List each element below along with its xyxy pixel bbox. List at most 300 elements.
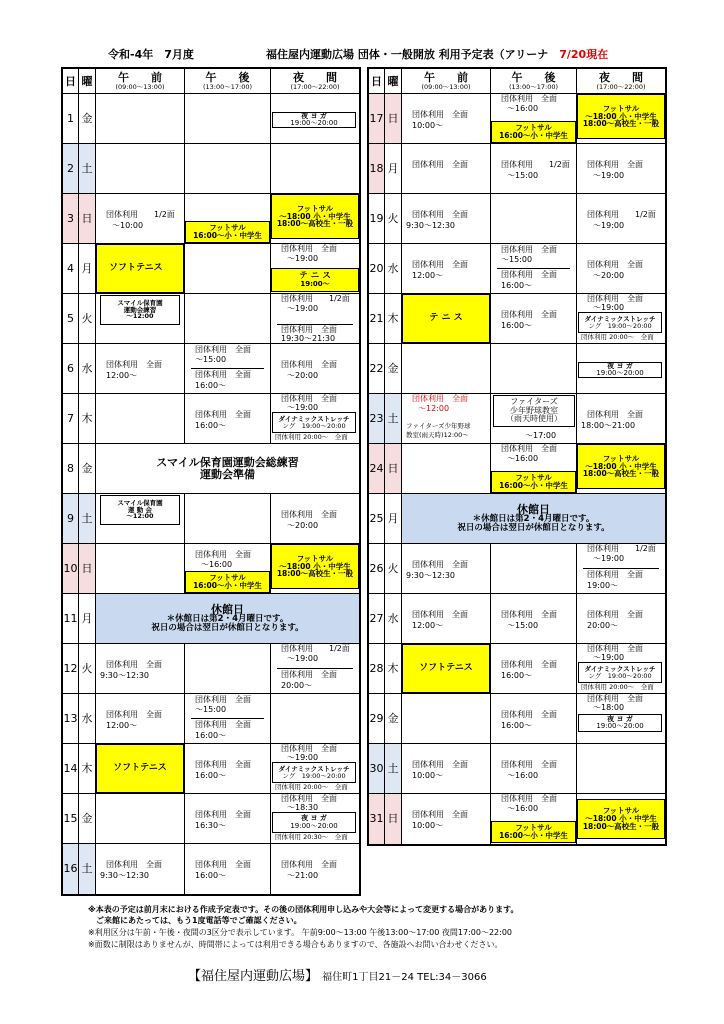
group-use: 団体利用 全面: [106, 360, 162, 369]
day-of-week: 火: [385, 544, 402, 594]
day-of-week: 金: [79, 794, 96, 844]
day-of-week: 日: [79, 194, 96, 244]
group-use: 団体利用 全面: [501, 245, 557, 254]
group-use: 団体利用 全面: [501, 660, 557, 669]
slot-morning: [96, 344, 185, 394]
group-use: 団体利用 全面: [501, 710, 557, 719]
day-number: 26: [369, 544, 385, 594]
group-use: 団体利用 全面: [587, 570, 643, 579]
softtennis-box: ソフトテニス: [96, 744, 184, 793]
time: ～16:00: [507, 771, 539, 780]
divider: [191, 718, 264, 719]
group-use: 団体利用 全面: [501, 760, 557, 769]
facility-name: 【福住屋内運動広場】: [188, 969, 319, 984]
slot-night: [271, 544, 359, 594]
header-title: 福住屋内運動広場 団体・一般開放 利用予定表（アリーナ 7/20現在: [266, 48, 609, 61]
slot-night: [577, 344, 665, 394]
time: 16:00～: [501, 321, 533, 330]
day-of-week: 火: [385, 194, 402, 244]
slot-afternoon: [185, 394, 271, 444]
time: 16:00～: [195, 381, 227, 390]
fighters-note: 教室(雨天時)12:00～: [406, 431, 469, 439]
closed-day: 休館日 ＊休館日は第2・4月曜日です。 祝日の場合は翌日が休館日となります。: [402, 494, 665, 544]
time: 16:00～: [195, 421, 227, 430]
stretching-box: ダイナミックストレッチ ング 19:00～20:00: [578, 662, 662, 683]
slot-afternoon: [185, 244, 271, 294]
slot-morning: [96, 94, 185, 144]
day-of-week: 金: [385, 694, 402, 744]
slot-night: [577, 294, 665, 344]
group-use: 団体利用 全面: [587, 294, 643, 303]
day-of-week: 木: [79, 744, 96, 794]
group-use: 団体利用 20:00～ 全面: [581, 683, 654, 691]
time: ～19:00: [593, 554, 625, 563]
day-number: 10: [63, 544, 79, 594]
slot-night: [271, 644, 359, 694]
group-use: 団体利用 全面: [281, 394, 337, 403]
time: ～12:00: [418, 404, 450, 413]
time: ～19:00: [287, 304, 319, 313]
slot-afternoon: [491, 694, 577, 744]
day-number: 24: [369, 444, 385, 494]
time: ～19:00: [287, 254, 319, 263]
time: 16:00～: [195, 771, 227, 780]
time: 10:00～: [412, 771, 444, 780]
slot-night: [577, 194, 665, 244]
day-number: 25: [369, 494, 385, 544]
futsal-box: フットサル ～18:00 小・中学生 18:00～高校生・一般: [577, 799, 665, 839]
day-number: 3: [63, 194, 79, 244]
time: ～16:00: [507, 804, 539, 813]
slot-afternoon: [491, 244, 577, 294]
time: 20:00～: [281, 681, 313, 690]
day-of-week: 土: [385, 394, 402, 444]
time: ～20:00: [287, 521, 319, 530]
slot-morning: [402, 294, 491, 344]
slot-morning: [96, 844, 185, 894]
futsal-box: フットサル 16:00～小・中学生: [185, 221, 270, 243]
slot-morning: [402, 544, 491, 594]
group-use: 団体利用 1/2面: [587, 544, 656, 553]
slot-morning: [96, 544, 185, 594]
slot-morning: [96, 194, 185, 244]
slot-night: [577, 244, 665, 294]
group-use: 団体利用 1/2面: [281, 294, 350, 303]
day-number: 9: [63, 494, 79, 544]
slot-afternoon: [491, 794, 577, 844]
day-of-week: 月: [79, 594, 96, 644]
day-of-week: 水: [79, 344, 96, 394]
time: 19:00～: [587, 581, 619, 590]
slot-night: [271, 244, 359, 294]
slot-night: [271, 94, 359, 144]
time: 9:30～12:30: [100, 871, 150, 880]
day-of-week: 土: [385, 744, 402, 794]
group-use: 団体利用 全面: [106, 660, 162, 669]
slot-morning: [402, 794, 491, 844]
col-night: 夜 間 (17:00～22:00): [577, 69, 665, 94]
slot-night: [577, 94, 665, 144]
slot-morning: [96, 694, 185, 744]
group-use: 団体利用 全面: [501, 444, 557, 453]
day-number: 8: [63, 444, 79, 494]
group-use: 団体利用 全面: [281, 510, 337, 519]
time: 12:00～: [412, 621, 444, 630]
slot-afternoon: [185, 544, 271, 594]
yoga-box: 夜 ヨ ガ 19:00～20:00: [272, 112, 356, 128]
smile-box: スマイル保育園 運動会練習 ～12:00: [100, 295, 180, 325]
futsal-box: フットサル ～18:00 小・中学生 18:00～高校生・一般: [271, 544, 359, 589]
divider: [583, 568, 659, 569]
note-3: ※利用区分は午前・午後・夜間の3区分で表示しています。 午前9:00～13:00 午後13:00～17:00 夜間17:00～22:00: [88, 928, 513, 937]
group-use: 団体利用 全面: [501, 794, 557, 803]
slot-afternoon: [491, 144, 577, 194]
group-use: 団体利用 全面: [195, 410, 251, 419]
fighters-note: ファイターズ少年野球: [406, 422, 471, 430]
time: 12:00～: [106, 721, 138, 730]
tennis-box: テ ニ ス: [402, 294, 490, 343]
stretching-box: ダイナミックストレッチ ング 19:00～20:00: [578, 312, 662, 333]
slot-night: [271, 844, 359, 894]
slot-night: [577, 744, 665, 794]
group-use: 団体利用 20:00～ 全面: [581, 333, 654, 341]
day-of-week: 日: [385, 444, 402, 494]
group-use: 団体利用 全面: [412, 610, 468, 619]
day-of-week: 火: [79, 294, 96, 344]
time: ～15:00: [501, 255, 533, 264]
slot-afternoon: [185, 794, 271, 844]
slot-afternoon: [491, 94, 577, 144]
col-night: 夜 間 (17:00～22:00): [271, 69, 359, 94]
time: 16:00～: [501, 721, 533, 730]
time: 19:30～21:30: [281, 334, 336, 343]
footer: [188, 965, 487, 984]
group-use: 団体利用 全面: [501, 610, 557, 619]
divider: [191, 368, 264, 369]
time: ～15:00: [195, 355, 227, 364]
group-use: 団体利用 全面: [281, 794, 337, 803]
day-number: 30: [369, 744, 385, 794]
day-number: 27: [369, 594, 385, 644]
day-of-week: 月: [385, 144, 402, 194]
time: ～19:00: [287, 753, 319, 762]
time: ～19:00: [287, 403, 319, 412]
col-morning: 午 前 (09:00～13:00): [96, 69, 185, 94]
slot-morning: [402, 244, 491, 294]
time: 16:00～: [195, 871, 227, 880]
day-of-week: 木: [79, 394, 96, 444]
slot-night: [577, 644, 665, 694]
yoga-box: 夜 ヨ ガ 19:00～20:00: [272, 812, 356, 833]
day-number: 1: [63, 94, 79, 144]
slot-afternoon: [491, 344, 577, 394]
divider: [497, 268, 570, 269]
schedule-right: [367, 67, 667, 846]
futsal-box: フットサル 16:00～小・中学生: [491, 121, 576, 143]
stretching-box: ダイナミックストレッチ ング 19:00～20:00: [272, 762, 356, 783]
time: 12:00～: [106, 371, 138, 380]
slot-afternoon: [185, 744, 271, 794]
yoga-box: 夜 ヨ ガ 19:00～20:00: [578, 714, 662, 732]
day-number: 11: [63, 594, 79, 644]
slot-morning: [402, 194, 491, 244]
slot-afternoon: [491, 644, 577, 694]
col-dow: 曜: [385, 69, 402, 94]
time: ～19:00: [593, 171, 625, 180]
slot-morning: [96, 494, 185, 544]
slot-night: [271, 394, 359, 444]
time: ～16:00: [201, 560, 233, 569]
col-day: 日: [369, 69, 385, 94]
group-use: 団体利用 全面: [412, 260, 468, 269]
softtennis-box: ソフトテニス: [96, 244, 184, 293]
futsal-box: フットサル ～18:00 小・中学生 18:00～高校生・一般: [577, 94, 665, 139]
slot-morning: [96, 244, 185, 294]
group-use: 団体利用 1/2面: [281, 644, 350, 653]
day-number: 6: [63, 344, 79, 394]
slot-morning: [402, 644, 491, 694]
day-of-week: 木: [385, 294, 402, 344]
group-use: 団体利用 全面: [412, 394, 468, 403]
slot-afternoon: [491, 394, 577, 444]
slot-afternoon: [491, 594, 577, 644]
day-number: 19: [369, 194, 385, 244]
smile-box: スマイル保育園 運 動 会 ～12:00: [100, 495, 180, 525]
group-use: 団体利用 全面: [587, 160, 643, 169]
group-use: 団体利用 全面: [501, 270, 557, 279]
fighters-box: ファイターズ 少年野球教室 （雨天時使用）: [493, 395, 575, 427]
day-of-week: 土: [79, 494, 96, 544]
day-of-week: 日: [79, 544, 96, 594]
col-afternoon: 午 後 (13:00～17:00): [185, 69, 271, 94]
day-of-week: 日: [385, 794, 402, 844]
time: ～16:00: [507, 454, 539, 463]
group-use: 団体利用 20:00～ 全面: [275, 433, 348, 441]
schedule-left: [61, 67, 361, 896]
slot-night: [577, 794, 665, 844]
slot-afternoon: [185, 94, 271, 144]
slot-night: [271, 344, 359, 394]
time: ～19:00: [287, 654, 319, 663]
group-use: 団体利用 全面: [281, 360, 337, 369]
group-use: 団体利用 全面: [587, 410, 643, 419]
day-number: 7: [63, 394, 79, 444]
header-current: 7/20現在: [559, 48, 609, 61]
col-afternoon: 午 後 (13:00～17:00): [491, 69, 577, 94]
group-use: 団体利用 全面: [195, 695, 251, 704]
time: 20:00～: [587, 621, 619, 630]
time: ～18:30: [287, 803, 319, 812]
slot-morning: [402, 394, 491, 444]
time: 10:00～: [412, 121, 444, 130]
slot-morning: [402, 344, 491, 394]
group-use: 団体利用 1/2面: [106, 210, 175, 219]
group-use: 団体利用 全面: [587, 610, 643, 619]
day-of-week: 月: [79, 244, 96, 294]
day-number: 29: [369, 694, 385, 744]
slot-morning: [402, 444, 491, 494]
time: 9:30～12:30: [406, 221, 456, 230]
divider: [277, 668, 353, 669]
slot-afternoon: [185, 694, 271, 744]
slot-night: [577, 544, 665, 594]
day-of-week: 土: [79, 144, 96, 194]
col-day: 日: [63, 69, 79, 94]
day-number: 5: [63, 294, 79, 344]
slot-morning: [402, 744, 491, 794]
day-number: 4: [63, 244, 79, 294]
slot-night: [271, 294, 359, 344]
note-4: ※面数に制限はありませんが、時間帯によっては利用できる場合もありますので、各施設へお問い合わせください。: [88, 940, 503, 949]
time: 16:00～: [195, 731, 227, 740]
time: ～17:00: [525, 431, 557, 440]
group-use: 団体利用 全面: [195, 550, 251, 559]
slot-afternoon: [491, 444, 577, 494]
yoga-box: 夜 ヨ ガ 19:00～20:00: [578, 362, 662, 378]
futsal-box: フットサル 16:00～小・中学生: [185, 571, 270, 593]
day-of-week: 火: [79, 644, 96, 694]
group-use: 団体利用 全面: [195, 720, 251, 729]
day-number: 31: [369, 794, 385, 844]
group-use: 団体利用 全面: [195, 860, 251, 869]
group-use: 団体利用 全面: [412, 560, 468, 569]
day-number: 12: [63, 644, 79, 694]
day-of-week: 金: [385, 344, 402, 394]
day-number: 18: [369, 144, 385, 194]
slot-morning: [402, 94, 491, 144]
slot-morning: [96, 144, 185, 194]
slot-morning: [402, 144, 491, 194]
slot-morning: [96, 294, 185, 344]
slot-night: [271, 494, 359, 544]
time: ～18:00: [593, 703, 625, 712]
day-of-week: 木: [385, 644, 402, 694]
group-use: 団体利用 全面: [195, 370, 251, 379]
slot-night: [577, 444, 665, 494]
group-use: 団体利用 全面: [412, 110, 468, 119]
group-use: 団体利用 20:00～ 全面: [275, 783, 348, 791]
day-of-week: 金: [79, 94, 96, 144]
group-use: 団体利用 1/2面: [587, 210, 656, 219]
day-number: 2: [63, 144, 79, 194]
time: ～15:00: [507, 621, 539, 630]
time: ～19:00: [593, 303, 625, 312]
group-use: 団体利用 全面: [281, 744, 337, 753]
col-morning: 午 前 (09:00～13:00): [402, 69, 491, 94]
time: ～16:00: [507, 104, 539, 113]
group-use: 団体利用 全面: [281, 325, 337, 334]
day-number: 15: [63, 794, 79, 844]
slot-night: [271, 694, 359, 744]
group-use: 団体利用 全面: [195, 810, 251, 819]
group-use: 団体利用 全面: [412, 160, 468, 169]
group-use: 団体利用 全面: [281, 244, 337, 253]
group-use: 団体利用 1/2面: [501, 160, 570, 169]
group-use: 団体利用 全面: [106, 710, 162, 719]
day-of-week: 土: [79, 844, 96, 894]
time: ～21:00: [287, 871, 319, 880]
slot-afternoon: [185, 144, 271, 194]
slot-afternoon: [491, 294, 577, 344]
slot-afternoon: [185, 844, 271, 894]
group-use: 団体利用 全面: [587, 694, 643, 703]
day-of-week: 月: [385, 494, 402, 544]
day-number: 20: [369, 244, 385, 294]
day-number: 28: [369, 644, 385, 694]
day-of-week: 金: [79, 444, 96, 494]
time: ～10:00: [112, 221, 144, 230]
group-use: 団体利用 全面: [281, 670, 337, 679]
slot-night: [271, 144, 359, 194]
time: ～15:00: [507, 171, 539, 180]
time: ～15:00: [195, 705, 227, 714]
tennis-box: テ ニ ス 19:00～: [271, 268, 359, 292]
col-dow: 曜: [79, 69, 96, 94]
time: ～20:00: [287, 371, 319, 380]
group-use: 団体利用 全面: [501, 310, 557, 319]
time: 9:30～12:30: [100, 671, 150, 680]
time: 16:00～: [501, 671, 533, 680]
futsal-box: フットサル 16:00～小・中学生: [491, 471, 576, 493]
note-2: ご来館にあたっては、もう1度電話等でご確認ください。: [96, 916, 302, 925]
day-of-week: 水: [79, 694, 96, 744]
closed-day: 休館日 ＊休館日は第2・4月曜日です。 祝日の場合は翌日が休館日となります。: [96, 594, 359, 644]
group-use: 団体利用 全面: [281, 860, 337, 869]
time: 18:00～21:00: [581, 421, 636, 430]
time: 16:30～: [195, 821, 227, 830]
slot-afternoon: [185, 294, 271, 344]
time: ～20:00: [593, 271, 625, 280]
softtennis-box: ソフトテニス: [402, 644, 490, 693]
time: ～19:00: [593, 221, 625, 230]
group-use: 団体利用 全面: [587, 644, 643, 653]
slot-night: [577, 694, 665, 744]
day-number: 16: [63, 844, 79, 894]
slot-afternoon: [185, 644, 271, 694]
group-use: 団体利用 20:30～ 全面: [275, 833, 348, 841]
day-of-week: 日: [385, 94, 402, 144]
group-use: 団体利用 全面: [106, 860, 162, 869]
time: 9:30～12:30: [406, 571, 456, 580]
slot-night: [271, 194, 359, 244]
slot-afternoon: [185, 194, 271, 244]
slot-night: [577, 144, 665, 194]
day-of-week: 水: [385, 244, 402, 294]
time: 16:00～: [501, 281, 533, 290]
group-use: 団体利用 全面: [195, 345, 251, 354]
header-era: 令和-4年 7月度: [108, 48, 194, 61]
slot-afternoon: [491, 194, 577, 244]
time: ～19:00: [593, 653, 625, 662]
smile-event: スマイル保育園運動会総練習 運動会準備: [96, 444, 359, 494]
slot-morning: [96, 644, 185, 694]
slot-afternoon: [185, 344, 271, 394]
slot-morning: [402, 694, 491, 744]
futsal-box: フットサル ～18:00 小・中学生 18:00～高校生・一般: [271, 194, 359, 239]
note-1: ※本表の予定は前月末における作成予定表です。その後の団体利用申し込みや大会等によって変更する場合があります。: [88, 905, 519, 914]
group-use: 団体利用 全面: [412, 810, 468, 819]
group-use: 団体利用 全面: [501, 94, 557, 103]
day-number: 21: [369, 294, 385, 344]
time: 10:00～: [412, 821, 444, 830]
slot-night: [577, 394, 665, 444]
group-use: 団体利用 全面: [195, 760, 251, 769]
slot-morning: [402, 594, 491, 644]
group-use: 団体利用 全面: [412, 760, 468, 769]
slot-afternoon: [185, 494, 271, 544]
day-number: 14: [63, 744, 79, 794]
day-number: 17: [369, 94, 385, 144]
